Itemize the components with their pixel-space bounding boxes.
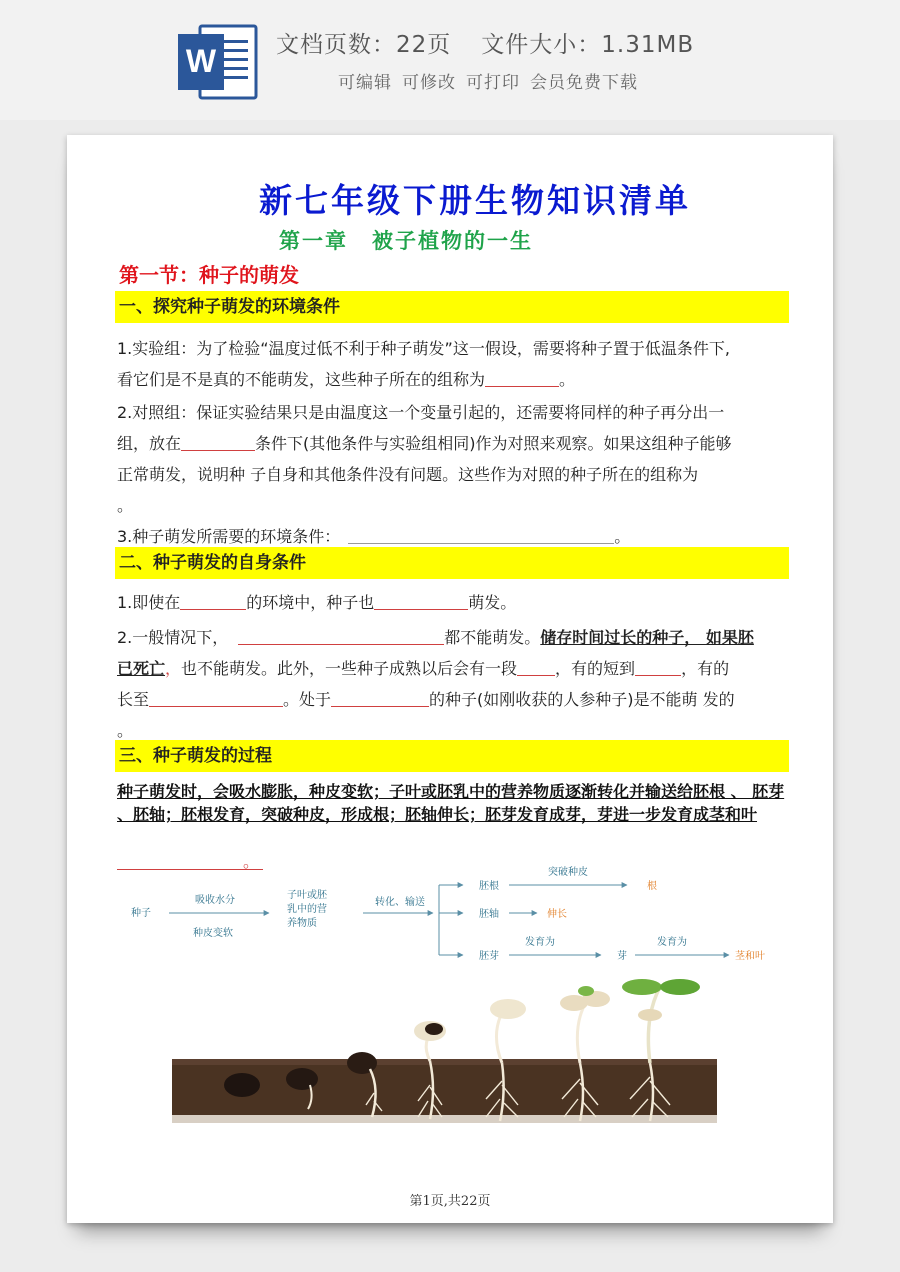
heading-self-conditions: 二、种子萌发的自身条件	[115, 547, 789, 579]
fill-blank[interactable]	[635, 657, 681, 676]
label-break-coat: 突破种皮	[548, 867, 588, 878]
seed-stage-2	[286, 1068, 318, 1090]
bold-text: 已死亡	[117, 659, 166, 678]
text-segment: 条件下(其他条件与实验组相同)作为对照来观察。如果这组种子能够	[255, 434, 732, 453]
seed-stage-5	[490, 999, 526, 1019]
feature-printable: 可打印	[466, 73, 520, 93]
text-line	[117, 428, 803, 459]
node-hypocotyl: 胚轴	[479, 909, 499, 920]
paragraph-experimental-group	[117, 333, 803, 395]
text-line	[117, 653, 803, 684]
node-elongate: 伸长	[547, 909, 567, 920]
label-coat-softens: 种皮变软	[193, 928, 233, 939]
text-segment: 萌发。	[468, 593, 517, 612]
word-doc-icon	[178, 22, 260, 102]
fill-blank[interactable]	[238, 626, 444, 645]
chapter-number: 第一章	[279, 228, 348, 253]
node-nutrients-line3: 养物质	[287, 918, 317, 929]
text-line	[117, 684, 803, 715]
label-transform: 转化、输送	[375, 897, 425, 908]
text-line	[117, 364, 803, 395]
text-segment: 1.即使在	[117, 593, 181, 612]
node-nutrients-line2: 乳中的营	[287, 904, 327, 915]
file-size: 文件大小：1.31MB	[481, 32, 695, 58]
text-segment: 也不能萌发。此外，一些种子成熟以后会有一段	[181, 659, 518, 678]
text-segment: 。	[614, 527, 631, 546]
label-absorb-water: 吸收水分	[195, 895, 235, 906]
fill-blank[interactable]	[331, 688, 429, 707]
text-segment: ，有的	[681, 659, 730, 678]
text-segment: 的环境中，种子也	[246, 593, 375, 612]
text-segment: 长至	[117, 690, 150, 709]
text-segment: 组，放在	[117, 434, 182, 453]
document-page	[67, 135, 833, 1223]
download-banner	[0, 0, 900, 120]
document-title: 新七年级下册生物知识清单	[259, 181, 691, 220]
feature-list	[338, 68, 638, 93]
fill-blank[interactable]	[374, 591, 468, 610]
node-seed: 种子	[131, 908, 151, 919]
node-radicle: 胚根	[479, 881, 499, 892]
word-icon-letter: W	[185, 43, 217, 79]
fill-blank[interactable]	[485, 368, 559, 387]
fill-blank[interactable]	[348, 525, 614, 544]
seed-stage-7	[622, 979, 662, 995]
text-segment: 3.种子萌发所需要的环境条件：	[117, 527, 341, 546]
text-segment: ，有的短到	[555, 659, 636, 678]
seed-stage-1	[224, 1073, 260, 1097]
seed-germination-illustration	[172, 975, 717, 1147]
node-plumule: 胚芽	[479, 951, 499, 962]
chapter-name: 被子植物的一生	[372, 228, 533, 253]
text-line: 正常萌发，说明种 子自身和其他条件没有问题。这些作为对照的种子所在的组称为	[117, 465, 699, 484]
text-segment: 都不能萌发。	[444, 628, 541, 647]
node-stem-and-leaf: 茎和叶	[735, 951, 765, 962]
fill-blank[interactable]	[180, 591, 246, 610]
fill-blank[interactable]	[517, 657, 555, 676]
node-bud: 芽	[617, 951, 627, 962]
page-footer: 第1页,共22页	[409, 1194, 491, 1209]
fill-blank[interactable]	[149, 688, 283, 707]
section-heading: 第一节：种子的萌发	[119, 263, 299, 287]
text-line	[117, 622, 803, 653]
paragraph-control-group	[117, 397, 803, 521]
bold-text: 储存时间过长的种子， 如果胚	[540, 628, 754, 647]
text-segment: ，	[165, 659, 182, 678]
label-develop-1: 发育为	[525, 937, 555, 948]
text-line: 1.实验组：为了检验“温度过低不利于种子萌发”这一假设，需要将种子置于低温条件下,	[117, 339, 730, 358]
paragraph-self-conditions	[117, 587, 803, 746]
text-line: 。	[117, 496, 134, 515]
chapter-heading	[279, 225, 533, 255]
fill-blank[interactable]	[181, 432, 255, 451]
text-segment: 。	[559, 370, 576, 389]
text-segment: 。处于	[283, 690, 332, 709]
file-meta	[276, 26, 694, 59]
feature-editable: 可编辑	[338, 73, 392, 93]
heading-germination-process: 三、种子萌发的过程	[115, 740, 789, 772]
node-root: 根	[647, 881, 657, 892]
seed-stage-3	[347, 1052, 377, 1074]
text-line: 2.对照组：保证实验结果只是由温度这一个变量引起的，还需要将同样的种子再分出一	[117, 403, 725, 422]
label-develop-2: 发育为	[657, 937, 687, 948]
feature-member-download: 会员免费下载	[530, 73, 638, 93]
text-segment: 的种子(如刚收获的人参种子)是不能萌 发的	[429, 690, 735, 709]
heading-env-conditions: 一、探究种子萌发的环境条件	[115, 291, 789, 323]
node-nutrients-line1: 子叶或胚	[287, 890, 327, 901]
paragraph-germination-process: 种子萌发时，会吸水膨胀，种皮变软；子叶或胚乳中的营养物质逐渐转化并输送给胚根 、 胚芽 、胚轴；胚根发育，突破种皮，形成根；胚轴伸长；胚芽发育成芽，芽进一步发育成茎和叶	[117, 782, 785, 824]
text-line: 。	[117, 721, 134, 740]
text-segment: 2.一般情况下，	[117, 628, 229, 647]
page-count: 文档页数：22页	[276, 32, 452, 58]
answer-period: 。	[243, 852, 260, 871]
feature-modifiable: 可修改	[402, 73, 456, 93]
text-line	[117, 587, 803, 618]
text-segment: 看它们是不是真的不能萌发，这些种子所在的组称为	[117, 370, 486, 389]
